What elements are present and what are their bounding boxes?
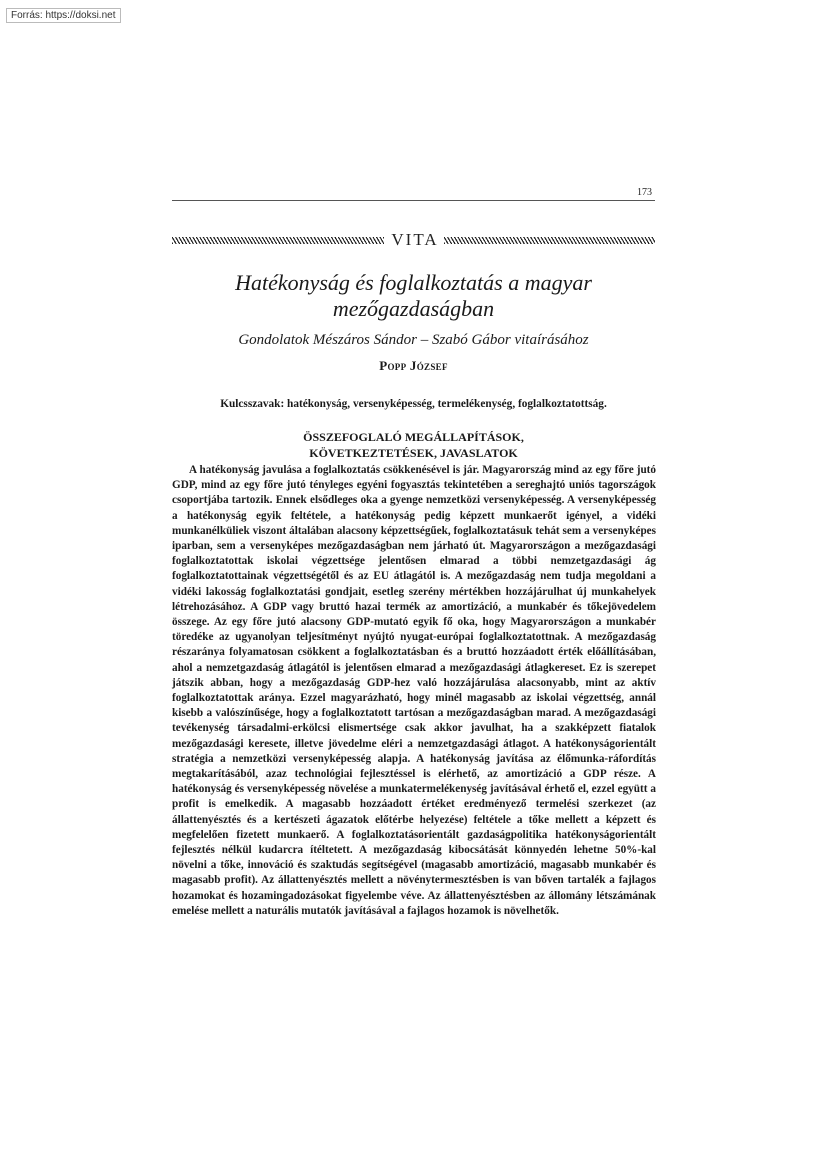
section-band: [172, 230, 655, 252]
author-name: Popp József: [379, 358, 448, 373]
section-heading: [172, 429, 655, 461]
page-number: 173: [637, 187, 652, 198]
hatch-ornament-left: [172, 237, 384, 244]
header-rule: [172, 200, 655, 201]
hatch-ornament-right: [444, 237, 655, 244]
article-subtitle: Gondolatok Mészáros Sándor – Szabó Gábor vitaírásához: [238, 332, 589, 348]
keywords: Kulcsszavak: hatékonyság, versenyképesség, termelékenység, foglalkoztatottság.: [220, 398, 607, 410]
body-paragraph: A hatékonyság javulása a foglalkoztatás csökkenésével is jár. Magyarország mind az egy főre jutó GDP, mind az egy főre jutó tényleges egyéni fogyasztás tekintetében a sereghajtó uniós tagországok csoportjába tartozik. Ennek elsődleges oka a gyenge nemzetközi versenyképesség. A versenyképesség a hatékonyság egyik feltétele, a hatékonyság pedig képzett munkaerőt igényel, a vidéki munkanélküliek viszont általában alacsony képzettségűek, foglalkoztatásuk tehát sem a versenyképes iparban, sem a versenyképes mezőgazdaságban nem járható út. Magyarországon a mezőgazdasági foglalkoztatottak iskolai végzettsége jelentősen elmarad a többi nemzetgazdasági ág foglalkoztatottainak végzettségétől és az EU átlagától is. A mezőgazdaság nem tudja megoldani a vidéki lakosság foglalkoztatási gondjait, esetleg szerény mértékben hozzájárulhat új munkahelyek létrehozásához. A GDP vagy bruttó hazai termék az amortizáció, a munkabér és tőkejövedelem összege. Az egy főre jutó alacsony GDP-mutató egyik fő oka, hogy Magyarországon a munkabér töredéke az ugyanolyan teljesítményt nyújtó nyugat-európai foglalkoztatottnak. A mezőgazdaság részaránya folyamatosan csökkent a foglalkoztatásban és a bruttó hozzáadott érték előállításában, ahol a nemzetgazdaság átlagától is jelentősen elmarad a mezőgazdasági átlagkereset. Ez is szerepet játszik abban, hogy a mezőgazdaság GDP-hez való hozzájárulása alacsonyabb, mint az aktív foglalkoztatottak aránya. Ezzel magyarázható, hogy minél magasabb az iskolai végzettség, annál kisebb a valószínűsége, hogy a foglalkoztatott tartósan a mezőgazdaságban marad. A mezőgazdasági tevékenység társadalmi-erkölcsi elismertsége csak akkor javulhat, ha a szakképzett fiatalok mezőgazdasági keresete, illetve jövedelme eléri a nemzetgazdasági átlagot. A hatékonyságorientált stratégia a nemzetközi versenyképesség alapja. A hatékonyság javítása az élőmunka-ráfordítás megtakarításából, azaz technológiai fejlesztéssel is elérhető, az amortizáció a GDP része. A hatékonyság és versenyképesség növelése a munkatermelékenység javításával érhető el, ezzel együtt a profit is emelkedik. A magasabb hozzáadott értéket eredményező termelési szerkezet (az állattenyésztés és a kertészeti ágazatok előtérbe helyezése) feltétele a tőke mellett a képzett és megfelelően fizetett munkaerő. A foglalkoztatásorientált gazdaságpolitika hatékonyságorientált fejlesztés nélkül kudarcra ítéltetett. A mezőgazdaság kibocsátását könnyedén lehetne 50%-kal növelni a tőke, innováció és szaktudás segítségével (magasabb amortizáció, magasabb munkabér és magasabb profit). Az állattenyésztés mellett a növénytermesztésben is van bőven tartalék a fajlagos hozamokat és hozamingadozásokat figyelembe véve. Az állattenyésztésben az állomány létszámának emelése mellett a naturális mutatók javításával a fajlagos hozamok is növelhetők.: [172, 464, 656, 917]
section-heading-line-2: KÖVETKEZTETÉSEK, JAVASLATOK: [309, 446, 518, 460]
source-watermark: Forrás: https://doksi.net: [6, 8, 121, 23]
article-title: Hatékonyság és foglalkoztatás a magyar mezőgazdaságban: [235, 270, 592, 321]
section-label: VITA: [391, 230, 439, 249]
section-heading-line-1: ÖSSZEFOGLALÓ MEGÁLLAPÍTÁSOK,: [303, 430, 524, 444]
